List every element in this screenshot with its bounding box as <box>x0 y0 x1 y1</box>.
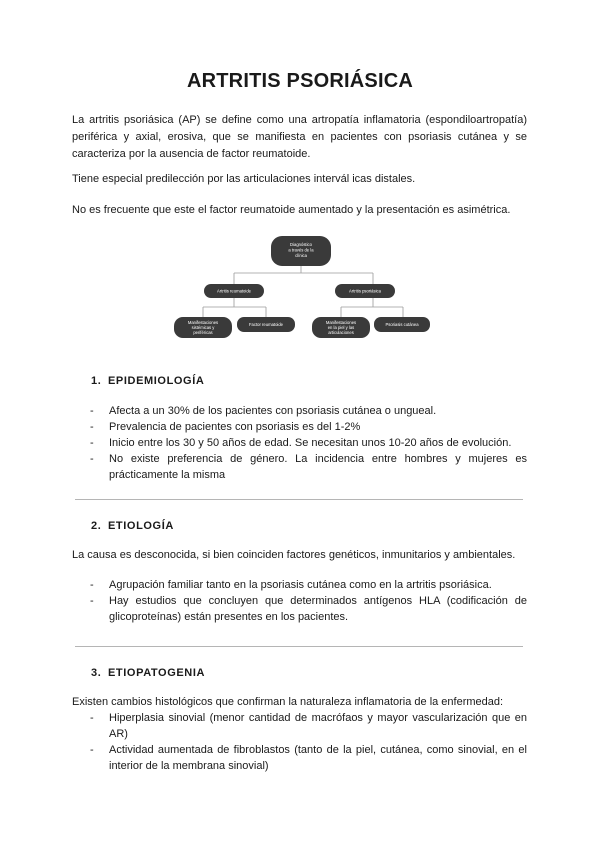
diagram-node-left <box>204 284 264 298</box>
section-number: 1. <box>91 375 102 387</box>
section-title-text: EPIDEMIOLOGÍA <box>108 375 205 387</box>
diagram-node-right-child-1 <box>312 317 370 338</box>
left-node-label: Artritis reumatoide <box>217 288 251 294</box>
diagram-node-right <box>335 284 395 298</box>
concept-diagram <box>170 232 432 340</box>
intro-paragraph: La artritis psoriásica (AP) se define como una artropatía inflamatoria (espondiloartropatía) periférica y axial, erosiva, que se manifiesta en pacientes con psoriasis cutánea y se caracteriza por la ausencia de factor reumatoide. <box>72 114 527 160</box>
intro-paragraph-3: No es frecuente que este el factor reumatoide aumentado y la presentación es asimétrica. <box>72 204 511 216</box>
svg-text:articulaciones: articulaciones <box>328 330 354 335</box>
diagram-node-right-child-2 <box>374 317 430 332</box>
section-heading-etiologia <box>91 520 174 532</box>
list-item: - Actividad aumentada de fibroblastos (tanto de la piel, cutánea, como sinovial, en el interior de la membrana sinovial) <box>90 742 527 774</box>
list-item: - No existe preferencia de género. La incidencia entre hombres y mujeres es prácticamente la misma <box>90 451 527 483</box>
svg-text:Psoriasis cutánea: Psoriasis cutánea <box>385 322 419 327</box>
svg-text:sistémicas y: sistémicas y <box>191 325 215 330</box>
section-number: 2. <box>91 520 102 532</box>
etiopatogenia-list <box>90 710 527 774</box>
root-line-1: Diagnóstico <box>290 242 312 247</box>
section-title-text: ETIOLOGÍA <box>108 520 174 532</box>
svg-text:en la piel y las: en la piel y las <box>327 325 355 330</box>
list-item: - Hiperplasia sinovial (menor cantidad de macrófaos y mayor vascularización que en AR) <box>90 710 527 742</box>
list-item: - Hay estudios que concluyen que determinados antígenos HLA (codificación de glicoproteínas) están presentes en los pacientes. <box>90 593 527 625</box>
svg-text:Manifestaciones: Manifestaciones <box>325 320 357 325</box>
svg-text:Factor reumatoide: Factor reumatoide <box>249 322 283 327</box>
root-line-2: a través de la <box>288 247 314 253</box>
section-divider <box>75 499 523 500</box>
section-heading-etiopatogenia <box>91 667 205 679</box>
page-title: ARTRITIS PSORIÁSICA <box>186 70 414 92</box>
svg-text:periféricas: periféricas <box>193 330 213 335</box>
diagram-node-root <box>271 236 331 266</box>
svg-text:Manifestaciones: Manifestaciones <box>187 320 219 325</box>
etiologia-list <box>90 577 527 625</box>
diagram-node-left-child-2 <box>237 317 295 332</box>
diagram-node-left-child-1 <box>174 317 232 338</box>
section-heading-epidemiologia <box>91 375 204 387</box>
section-divider <box>75 646 523 647</box>
list-item: - Prevalencia de pacientes con psoriasis es del 1-2% <box>90 419 527 435</box>
intro-paragraph-2: Tiene especial predilección por las articulaciones intervál icas distales. <box>72 173 416 185</box>
section-number: 3. <box>91 667 102 679</box>
epidemiologia-list <box>90 403 527 483</box>
list-item: - Inicio entre los 30 y 50 años de edad. Se necesitan unos 10-20 años de evolución. <box>90 435 527 451</box>
section-title-text: ETIOPATOGENIA <box>108 667 206 679</box>
list-item: - Agrupación familiar tanto en la psoriasis cutánea como en la artritis psoriásica. <box>90 577 527 593</box>
etiologia-intro: La causa es desconocida, si bien coinciden factores genéticos, inmunitarios y ambientales. <box>72 549 516 561</box>
right-node-label: Artritis psoriásica <box>349 288 381 294</box>
list-item: - Afecta a un 30% de los pacientes con psoriasis cutánea o ungueal. <box>90 403 527 419</box>
etiopatogenia-intro: Existen cambios histológicos que confirman la naturaleza inflamatoria de la enfermedad: <box>72 696 504 708</box>
root-line-3: clínica <box>295 253 307 258</box>
